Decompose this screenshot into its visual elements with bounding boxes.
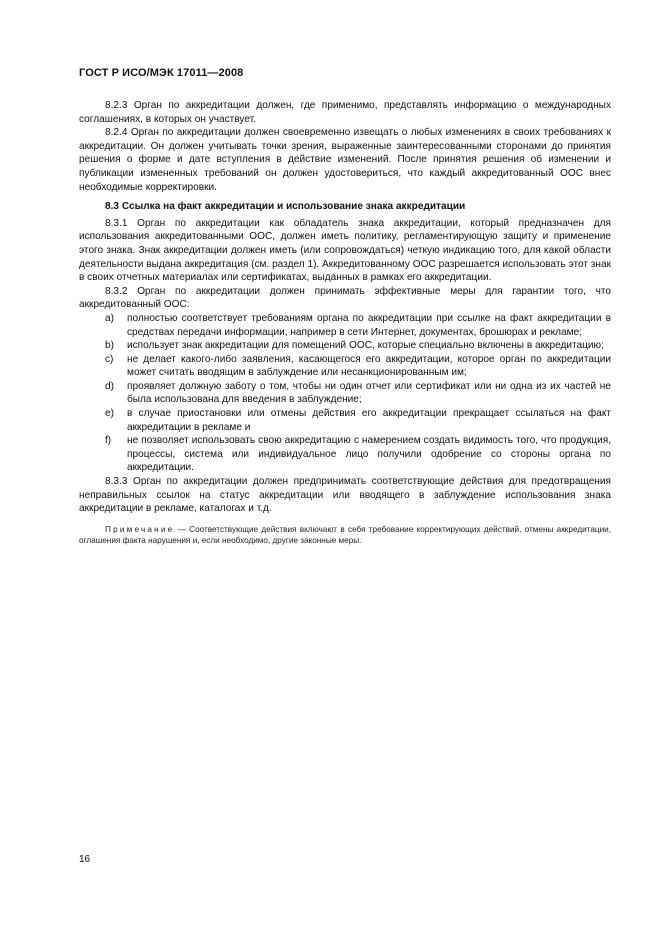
list-item-text: использует знак аккредитации для помещений ООС, которые специально включены в аккредитацию;	[127, 340, 604, 352]
paragraph-8-2-3: 8.2.3 Орган по аккредитации должен, где применимо, представлять информацию о международных соглашениях, в которых он участвует.	[79, 100, 611, 125]
list-item-text: в случае приостановки или отмены действия его аккредитации прекращает ссылаться на факт аккредитации в рекламе и	[127, 408, 611, 433]
list-marker: b)	[105, 340, 114, 352]
list-item-text: проявляет должную заботу о том, чтобы ни один отчет или сертификат или ни одна из их частей не была использована для введения в заблуждение;	[127, 380, 611, 406]
document-header: ГОСТ Р ИСО/МЭК 17011—2008	[79, 67, 244, 79]
paragraph-8-3-3: 8.3.3 Орган по аккредитации должен предпринимать соответствующие действия для предотвращения неправильных ссылок на статус аккредитации или вводящего в заблуждение использования знака аккредитации в рекламе, каталогах и т.д.	[79, 476, 611, 515]
list-item	[79, 312, 611, 339]
list-item-text: не делает какого-либо заявления, касающегося его аккредитации, которое орган по аккредитации может считать вводящим в заблуждение или несанкционированным им;	[127, 353, 611, 379]
requirements-list	[79, 312, 611, 475]
list-item-text: не позволяет использовать свою аккредитацию с намерением создать видимость того, что продукция, процессы, система или индивидуальное лицо получили одобрение со стороны органа по аккредитации.	[127, 435, 611, 474]
note-label: Примечание	[105, 524, 175, 534]
paragraph-8-2-4: 8.2.4 Орган по аккредитации должен своевременно извещать о любых изменениях в своих требованиях к аккредитации. Он должен учитывать точки зрения, выраженные заинтересованными сторонами до принятия решения о форме и дате вступления в действие изменений. После принятия решения об изменении и публикации измененных требований он должен удостовериться, что каждый аккредитованный ООС внес необходимые корректировки.	[79, 127, 611, 193]
note	[79, 524, 611, 547]
list-item	[79, 380, 611, 407]
list-marker: d)	[105, 380, 114, 392]
page-body	[79, 99, 611, 555]
list-marker: а)	[105, 312, 114, 324]
note-text: — Соответствующие действия включают в себя требование корректирующих действий, отмены аккредитации, оглашения факта нарушения и, если необходимо, другие законные меры.	[79, 524, 611, 546]
paragraph-8-3-2: 8.3.2 Орган по аккредитации должен принимать эффективные меры для гарантии того, что аккредитованный ООС:	[79, 285, 611, 311]
section-heading-8-3: 8.3 Ссылка на факт аккредитации и использование знака аккредитации	[105, 201, 466, 213]
list-item	[79, 339, 611, 353]
list-item	[79, 434, 611, 475]
list-marker: f)	[105, 435, 112, 447]
list-item-text: полностью соответствует требованиям органа по аккредитации при ссылке на факт аккредитации в средствах передачи информации, например в сети Интернет, документах, брошюрах и рекламе;	[127, 312, 611, 338]
list-marker: e)	[105, 408, 114, 420]
list-marker: c)	[105, 353, 114, 365]
page-number: 16	[79, 854, 91, 865]
list-item	[79, 407, 611, 434]
paragraph-8-3-1: 8.3.1 Орган по аккредитации как обладатель знака аккредитации, который предназначен для использования аккредитованными ООС, должен иметь политику, регламентирующую защиту и применение этого знака. Знак аккредитации должен иметь (или сопровождаться) четкую индикацию того, для какой области деятельности выдана аккредитация (см. раздел 1). Аккредитованному ООС разрешается использовать этот знак в своих отчетных материалах или сертификатах, выданных в рамках его аккредитации.	[79, 217, 611, 284]
list-item	[79, 353, 611, 380]
